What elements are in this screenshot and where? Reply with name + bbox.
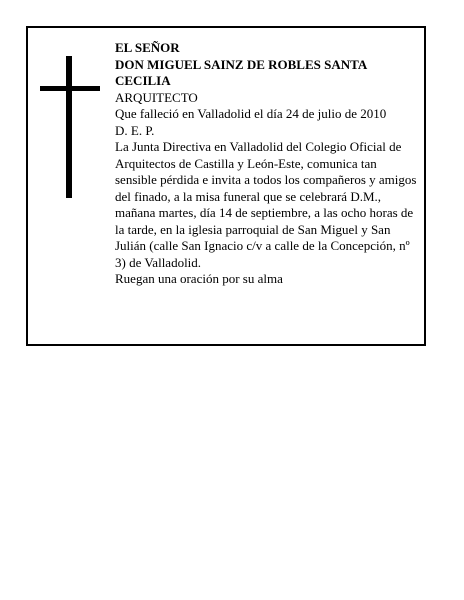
cross-vertical-bar (66, 56, 72, 198)
cross-horizontal-bar (40, 86, 100, 91)
closing-text: Ruegan una oración por su alma (115, 271, 283, 286)
notice-text (115, 40, 420, 288)
rip-text: D. E. P. (115, 122, 155, 138)
death-info: Que falleció en Valladolid el día 24 de julio de 2010 (115, 106, 387, 121)
notice-body: La Junta Directiva en Valladolid del Colegio Oficial de Arquitectos de Castilla y León-Este, comunica tan sensible pérdida e invita a todos los compañeros y amigos del finado, a la misa funeral que se celebrará D.M., mañana martes, día 14 de septiembre, a las ocho horas de la tarde, en la iglesia parroquial de San Miguel y San Julián (calle San Ignacio c/v a calle de la Concepción, nº 3) de Valladolid. (115, 139, 417, 270)
deceased-name: DON MIGUEL SAINZ DE ROBLES SANTA CECILIA (115, 56, 367, 88)
obituary-notice (26, 26, 426, 346)
notice-title: EL SEÑOR (115, 40, 180, 55)
profession: ARQUITECTO (115, 89, 198, 105)
cross-icon (40, 56, 100, 198)
